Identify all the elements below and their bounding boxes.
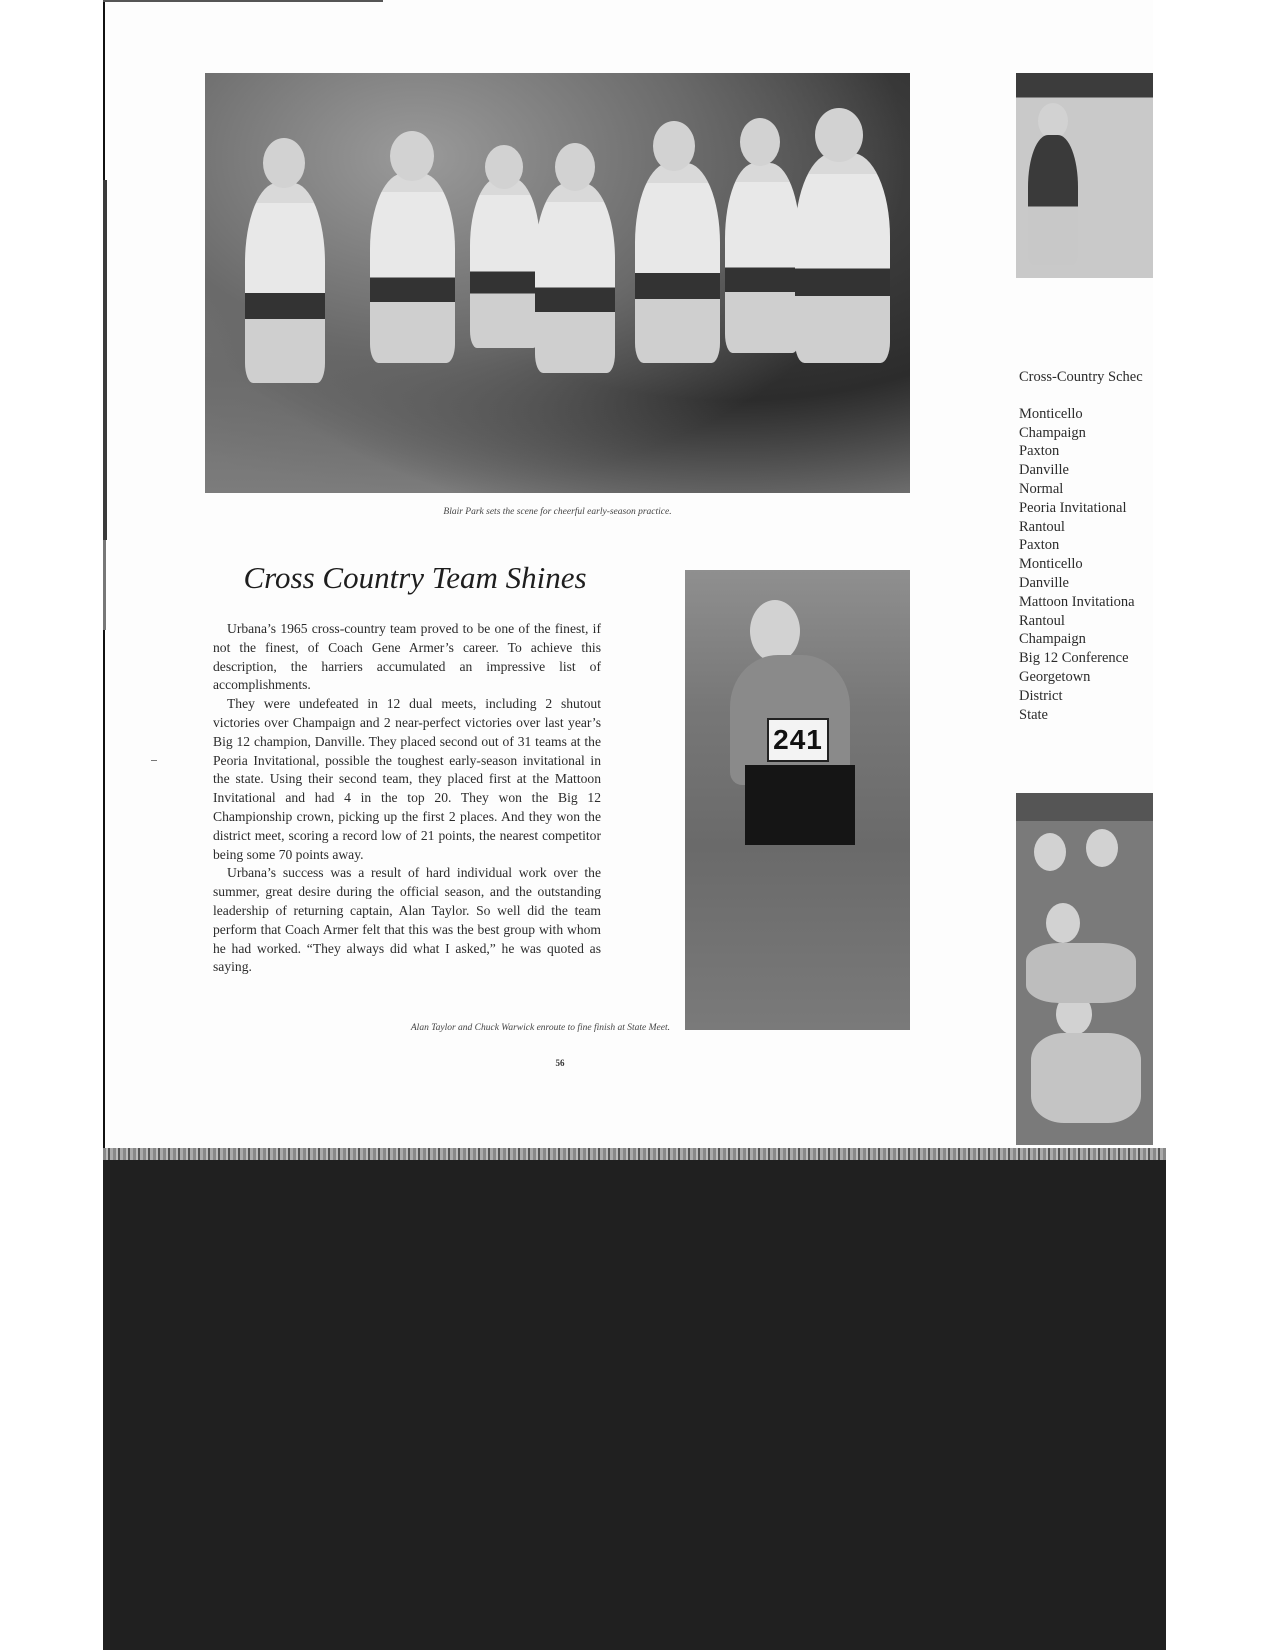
runner-figure: [635, 163, 720, 363]
runner-shorts: [745, 765, 855, 845]
team-member-head: [1086, 829, 1118, 867]
runner-figure: [370, 173, 455, 363]
right-page-top-photo: [1016, 73, 1153, 278]
runner-head: [815, 108, 863, 162]
runner-photo-caption: Alan Taylor and Chuck Warwick enroute to fine finish at State Meet.: [410, 1023, 670, 1033]
schedule-item: Mattoon Invitationa: [1019, 593, 1135, 610]
schedule-heading: Cross-Country Schec: [1019, 369, 1143, 385]
runner-head: [653, 121, 695, 171]
schedule-item: Monticello: [1019, 556, 1083, 573]
runner-head: [750, 600, 800, 662]
runner-head: [740, 118, 780, 166]
schedule-item: District: [1019, 687, 1063, 704]
runner-figure: [725, 163, 800, 353]
scan-edge-left: [103, 180, 107, 540]
schedule-item: Danville: [1019, 462, 1069, 479]
schedule-item: Danville: [1019, 574, 1069, 591]
scan-right-margin: [1153, 0, 1275, 1650]
margin-mark: [151, 760, 157, 761]
schedule-item: Normal: [1019, 480, 1064, 497]
team-practice-photo: [205, 73, 910, 493]
schedule-item: Big 12 Conference: [1019, 650, 1129, 667]
runner-figure: [535, 183, 615, 373]
runner-head: [263, 138, 305, 188]
runner-head: [555, 143, 595, 191]
sweatshirt: [1031, 1033, 1141, 1123]
team-member-head: [1046, 903, 1080, 943]
article-paragraph: Urbana’s 1965 cross-country team proved to be one of the finest, if not the finest, of Coach Gene Armer’s career. To achieve this description, the harriers accumulated an impressive list of accomplishments.: [213, 621, 601, 693]
scan-edge-top: [103, 0, 383, 2]
schedule-item: Paxton: [1019, 537, 1060, 554]
sweatshirt: [1026, 943, 1136, 1003]
schedule-item: State: [1019, 706, 1048, 723]
schedule-item: Champaign: [1019, 424, 1086, 441]
scan-edge-left-lower: [103, 540, 106, 630]
schedule-item: Rantoul: [1019, 518, 1065, 535]
state-meet-runner-photo: [685, 570, 910, 1030]
scan-dark-area: [103, 1160, 1166, 1650]
runner-figure: [245, 183, 325, 383]
schedule-item: Champaign: [1019, 631, 1086, 648]
schedule-item: Georgetown: [1019, 668, 1091, 685]
main-photo-caption: Blair Park sets the scene for cheerful early-season practice.: [443, 507, 672, 517]
runner-head: [485, 145, 523, 189]
schedule-item: Paxton: [1019, 443, 1060, 460]
schedule-item: Monticello: [1019, 405, 1083, 422]
schedule-item: Peoria Invitational: [1019, 499, 1127, 516]
cross-country-schedule: [1019, 368, 1153, 724]
team-member-head: [1034, 833, 1066, 871]
article-paragraph: They were undefeated in 12 dual meets, including 2 shutout victories over Champaign and 2 near-perfect victories over last year’s Big 12 champion, Danville. They placed second out of 31 teams at the Peoria Invitational, possible the toughest early-season invitational in the state. Using their second team, they placed first at the Mattoon Invitational and had 4 in the top 20. They won the Big 12 Championship crown, picking up the first 2 places. And they won the district meet, scoring a record low of 21 points, the nearest competitor being some 70 points away.: [213, 696, 601, 862]
runner-figure: [1028, 135, 1078, 265]
article-paragraph: Urbana’s success was a result of hard individual work over the summer, great desire during the official season, and the outstanding leadership of returning captain, Alan Taylor. So well did the team perform that Coach Armer felt that this was the best group with whom he had worked. “They always did what I asked,” he was quoted as saying.: [213, 865, 601, 975]
runner-head: [390, 131, 434, 181]
page-number: 56: [555, 1058, 565, 1068]
runner-head: [1038, 103, 1068, 139]
right-page-team-photo: [1016, 793, 1153, 1145]
runner-figure: [470, 178, 540, 348]
schedule-item: Rantoul: [1019, 612, 1065, 629]
runner-figure: [795, 153, 890, 363]
article-body: [213, 620, 601, 977]
schedule-list: [1019, 405, 1153, 725]
race-bib: 241: [767, 718, 829, 762]
article-title: Cross Country Team Shines: [243, 560, 587, 595]
